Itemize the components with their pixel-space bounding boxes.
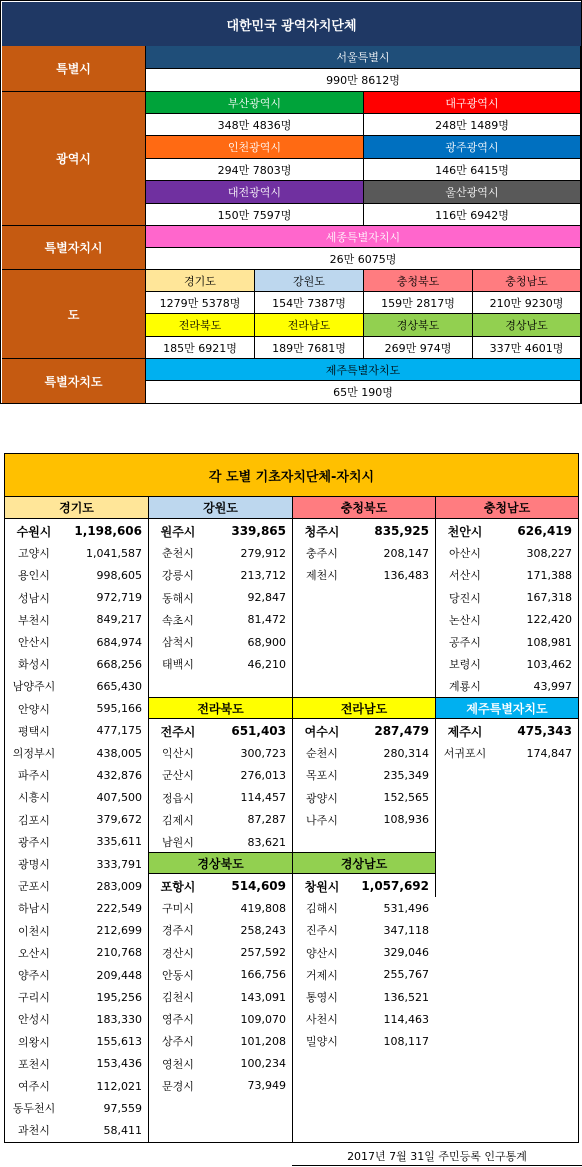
city-population: 101,208 (240, 1034, 286, 1048)
city-name: 화성시 (18, 658, 50, 672)
city-population: 438,005 (96, 746, 142, 760)
city-population: 73,949 (247, 1079, 286, 1093)
city-name: 속초시 (162, 613, 194, 627)
city-population: 235,349 (383, 768, 429, 782)
city-name: 광명시 (18, 858, 50, 871)
daejeon-name: 대전광역시 (146, 181, 364, 204)
chungnam-city-row (436, 653, 578, 675)
category-province: 도 (2, 270, 145, 359)
city-population: 58,411 (103, 1123, 142, 1137)
city-name: 포천시 (18, 1057, 50, 1071)
city-population: 665,430 (96, 679, 142, 693)
city-name: 수원시 (16, 524, 52, 539)
daegu-pop: 248만 1489명 (364, 114, 581, 136)
city-population: 339,865 (231, 524, 286, 538)
jeonnam-city-row (293, 742, 435, 764)
city-name: 밀양시 (306, 1035, 338, 1049)
gyeonggi-city-row (5, 1031, 148, 1053)
city-name: 이천시 (18, 924, 50, 938)
jeonnam-city-row (293, 809, 435, 831)
city-name: 안양시 (18, 702, 50, 716)
city-name: 고양시 (18, 547, 50, 561)
gwangju-pop: 146만 6415명 (364, 159, 581, 181)
gyeonggi-city-row (5, 542, 148, 564)
gyeonggi-city-row (5, 920, 148, 942)
city-population: 1,057,692 (361, 879, 429, 893)
city-name: 과천시 (18, 1124, 50, 1138)
gyeonggi-city-row (5, 520, 148, 542)
gangwon-city-row (149, 609, 292, 631)
gangwon-city-row (149, 564, 292, 586)
gangwon-city-row (149, 520, 292, 542)
gyeonggi-city-row (5, 764, 148, 786)
city-name: 보령시 (449, 658, 481, 672)
city-population: 668,256 (96, 657, 142, 671)
city-name: 김포시 (18, 813, 50, 827)
city-name: 안성시 (18, 1013, 50, 1027)
city-name: 성남시 (18, 591, 50, 605)
city-name: 남양주시 (12, 680, 56, 694)
gyeongnam-city-row (293, 1030, 435, 1052)
jeonbuk-city-row (149, 831, 292, 853)
chungbuk-city-row (293, 520, 435, 542)
city-population: 108,936 (383, 813, 429, 827)
gwangju-name: 광주광역시 (364, 136, 581, 159)
city-population: 122,420 (526, 613, 572, 627)
gyeonggi-city-row (5, 942, 148, 964)
city-name: 천안시 (447, 524, 483, 539)
gyeonggi-city-row (5, 853, 148, 875)
chungnam-city-row (436, 609, 578, 631)
city-population: 155,613 (96, 1035, 142, 1049)
city-population: 109,070 (240, 1012, 286, 1026)
chungnam-city-row (436, 587, 578, 609)
city-population: 335,611 (96, 835, 142, 849)
city-population: 43,997 (533, 679, 572, 693)
gyeonggi-city-row (5, 786, 148, 808)
city-name: 제주시 (447, 724, 483, 739)
city-name: 동두천시 (12, 1102, 56, 1116)
jeonnam-city-row (293, 787, 435, 809)
city-population: 531,496 (383, 901, 429, 915)
gyeongnam-city-row (293, 986, 435, 1008)
city-population: 276,013 (240, 768, 286, 782)
city-name: 문경시 (162, 1079, 194, 1093)
city-population: 171,388 (526, 568, 572, 582)
gangwon-header: 강원도 (149, 497, 293, 519)
incheon-pop: 294만 7803명 (146, 159, 364, 181)
city-population: 174,847 (526, 746, 572, 760)
gyeongbuk-city-row (149, 919, 292, 941)
city-name: 제천시 (306, 569, 338, 583)
city-name: 상주시 (162, 1035, 194, 1049)
city-name: 나주시 (306, 813, 338, 827)
gyeonggi-city-row (5, 831, 148, 853)
city-population: 195,256 (96, 990, 142, 1004)
gyeongbuk-city-row (149, 1053, 292, 1075)
city-population: 595,166 (96, 702, 142, 716)
chungbuk-pop: 159만 2817명 (364, 292, 473, 314)
jeonbuk-city-row (149, 764, 292, 786)
city-population: 68,900 (247, 635, 286, 649)
city-name: 전주시 (160, 724, 196, 739)
city-population: 329,046 (383, 946, 429, 960)
gangwon-name: 강원도 (255, 270, 364, 292)
jeonnam-name: 전라남도 (255, 314, 364, 337)
city-name: 청주시 (304, 524, 340, 539)
city-population: 114,457 (240, 791, 286, 805)
gyeonggi-city-row (5, 1119, 148, 1141)
city-name: 양주시 (18, 969, 50, 982)
city-population: 1,041,587 (86, 546, 142, 560)
city-name: 시흥시 (18, 791, 50, 805)
gyeonggi-city-row (5, 875, 148, 897)
city-name: 여주시 (18, 1080, 50, 1093)
chungnam-name: 충청남도 (473, 270, 581, 292)
city-population: 626,419 (517, 524, 572, 538)
city-population: 407,500 (96, 790, 142, 804)
city-name: 원주시 (160, 524, 196, 539)
city-name: 사천시 (306, 1013, 338, 1027)
city-population: 475,343 (517, 724, 572, 738)
gyeongnam-city-row (293, 964, 435, 986)
gyeongbuk-pop: 269만 974명 (364, 337, 473, 359)
chungnam-city-row (436, 542, 578, 564)
jeonnam-city-row (293, 764, 435, 786)
jeju-pop: 65만 190명 (146, 381, 581, 403)
daejeon-pop: 150만 7597명 (146, 204, 364, 226)
city-name: 춘천시 (162, 547, 194, 561)
city-population: 112,021 (96, 1079, 142, 1093)
jeonbuk-city-row (149, 809, 292, 831)
city-name: 의왕시 (18, 1035, 50, 1049)
city-population: 100,234 (240, 1057, 286, 1071)
city-population: 257,592 (240, 946, 286, 960)
city-name: 평택시 (18, 724, 50, 738)
gyeonggi-name: 경기도 (146, 270, 255, 292)
city-name: 김제시 (162, 813, 194, 827)
jeonnam-city-row (293, 720, 435, 742)
city-population: 651,403 (231, 724, 286, 738)
city-population: 258,243 (240, 923, 286, 937)
gangwon-city-row (149, 653, 292, 675)
city-population: 835,925 (374, 524, 429, 538)
jeju-name: 제주특별자치도 (146, 359, 581, 381)
gyeongbuk-city-row (149, 875, 292, 897)
city-name: 김해시 (306, 902, 338, 916)
category-special-self-city: 특별자치시 (2, 226, 145, 270)
city-name: 삼척시 (162, 636, 194, 649)
busan-name: 부산광역시 (146, 92, 364, 114)
sejong-name: 세종특별자치시 (146, 226, 581, 248)
city-name: 진주시 (306, 924, 338, 938)
gyeonggi-city-row (5, 897, 148, 919)
city-population: 152,565 (383, 791, 429, 805)
gyeongnam-city-row (293, 897, 435, 919)
jeonbuk-header: 전라북도 (149, 697, 293, 719)
gyeongbuk-city-row (149, 1075, 292, 1097)
city-name: 김천시 (162, 991, 194, 1004)
gyeongnam-header: 경상남도 (293, 852, 436, 874)
city-name: 계룡시 (449, 680, 481, 694)
city-population: 92,847 (247, 591, 286, 605)
city-population: 209,448 (96, 968, 142, 982)
city-population: 283,009 (96, 879, 142, 893)
city-name: 경산시 (162, 946, 194, 960)
gyeongnam-pop: 337만 4601명 (473, 337, 581, 359)
gyeongbuk-name: 경상북도 (364, 314, 473, 337)
city-population: 81,472 (247, 613, 286, 627)
city-population: 849,217 (96, 613, 142, 627)
gyeonggi-header: 경기도 (5, 497, 149, 519)
city-name: 안산시 (18, 636, 50, 649)
city-population: 108,117 (383, 1034, 429, 1048)
gyeongnam-city-row (293, 1008, 435, 1030)
ulsan-name: 울산광역시 (364, 181, 581, 204)
city-name: 남원시 (162, 836, 194, 849)
city-population: 153,436 (96, 1057, 142, 1071)
gyeonggi-city-row (5, 809, 148, 831)
daegu-name: 대구광역시 (364, 92, 581, 114)
city-name: 영주시 (162, 1013, 194, 1027)
seoul-name: 서울특별시 (146, 46, 581, 69)
chungnam-pop: 210만 9230명 (473, 292, 581, 314)
gyeonggi-city-row (5, 720, 148, 742)
city-name: 강릉시 (162, 569, 194, 583)
city-population: 183,330 (96, 1012, 142, 1026)
gyeongbuk-city-row (149, 1008, 292, 1030)
category-special-city: 특별시 (2, 46, 145, 92)
gyeonggi-city-row (5, 964, 148, 986)
seoul-pop: 990만 8612명 (146, 69, 581, 92)
jeonnam-header: 전라남도 (293, 697, 436, 719)
gyeonggi-city-row (5, 1008, 148, 1030)
gyeongbuk-city-row (149, 1030, 292, 1052)
city-population: 477,175 (96, 724, 142, 738)
jeonnam-pop: 189만 7681명 (255, 337, 364, 359)
city-population: 255,767 (383, 968, 429, 982)
chungnam-city-row (436, 564, 578, 586)
city-name: 공주시 (449, 636, 481, 649)
city-population: 103,462 (526, 657, 572, 671)
gangwon-city-row (149, 587, 292, 609)
city-population: 432,876 (96, 768, 142, 782)
jeonbuk-city-row (149, 742, 292, 764)
city-population: 419,808 (240, 901, 286, 915)
footer-source: 2017년 7월 31일 주민등록 인구통계 (292, 1146, 582, 1166)
city-name: 포항시 (160, 879, 196, 894)
gyeongbuk-city-row (149, 942, 292, 964)
gyeongbuk-header: 경상북도 (149, 852, 293, 874)
chungnam-city-row (436, 520, 578, 542)
city-population: 166,756 (240, 968, 286, 982)
city-name: 부천시 (18, 613, 50, 627)
gyeonggi-city-row (5, 564, 148, 586)
city-population: 114,463 (383, 1012, 429, 1026)
city-name: 익산시 (162, 747, 194, 761)
gyeongnam-city-row (293, 919, 435, 941)
category-special-self-province: 특별자치도 (2, 359, 145, 403)
city-population: 308,227 (526, 546, 572, 560)
city-name: 당진시 (449, 591, 481, 605)
gyeonggi-city-row (5, 1053, 148, 1075)
chungbuk-city-row (293, 564, 435, 586)
city-name: 구미시 (162, 902, 194, 916)
city-name: 하남시 (18, 902, 50, 916)
category-divider (145, 46, 146, 403)
city-population: 97,559 (103, 1101, 142, 1115)
city-population: 210,768 (96, 946, 142, 960)
city-name: 여수시 (304, 724, 340, 739)
gyeonggi-city-row (5, 986, 148, 1008)
city-population: 143,091 (240, 990, 286, 1004)
city-name: 아산시 (449, 547, 481, 561)
city-name: 오산시 (18, 946, 50, 960)
ulsan-pop: 116만 6942명 (364, 204, 581, 226)
city-name: 용인시 (18, 569, 50, 583)
top-title: 대한민국 광역자치단체 (2, 2, 581, 46)
chungnam-header: 충청남도 (436, 497, 578, 519)
jeju-header: 제주특별자치도 (436, 697, 578, 719)
city-name: 구리시 (18, 991, 50, 1005)
city-population: 213,712 (240, 568, 286, 582)
city-population: 108,981 (526, 635, 572, 649)
city-population: 300,723 (240, 746, 286, 760)
gyeonggi-city-row (5, 675, 148, 697)
gyeongnam-name: 경상남도 (473, 314, 581, 337)
city-population: 972,719 (96, 591, 142, 605)
gyeonggi-city-row (5, 742, 148, 764)
gyeonggi-city-row (5, 631, 148, 653)
sejong-pop: 26만 6075명 (146, 248, 581, 270)
city-name: 영천시 (162, 1057, 194, 1071)
city-population: 514,609 (231, 879, 286, 893)
city-population: 208,147 (383, 546, 429, 560)
jeju-city-row (436, 720, 578, 742)
gangwon-city-row (149, 631, 292, 653)
city-population: 83,621 (247, 835, 286, 849)
city-population: 998,605 (96, 568, 142, 582)
gyeonggi-pop: 1279만 5378명 (146, 292, 255, 314)
city-population: 167,318 (526, 591, 572, 605)
city-population: 279,912 (240, 546, 286, 560)
jeonbuk-name: 전라북도 (146, 314, 255, 337)
city-population: 684,974 (96, 635, 142, 649)
city-population: 222,549 (96, 901, 142, 915)
city-population: 379,672 (96, 813, 142, 827)
gangwon-pop: 154만 7387명 (255, 292, 364, 314)
jeonbuk-city-row (149, 720, 292, 742)
city-name: 거제시 (306, 968, 338, 982)
city-name: 창원시 (304, 879, 340, 894)
gyeonggi-city-row (5, 653, 148, 675)
city-name: 태백시 (162, 658, 194, 672)
busan-pop: 348만 4836명 (146, 114, 364, 136)
city-governments-table (4, 453, 579, 1143)
gyeonggi-city-row (5, 609, 148, 631)
city-name: 순천시 (306, 747, 338, 761)
gyeongbuk-city-row (149, 897, 292, 919)
city-name: 의정부시 (12, 747, 56, 760)
gangwon-city-row (149, 542, 292, 564)
city-name: 경주시 (162, 924, 194, 938)
gyeongbuk-city-row (149, 986, 292, 1008)
gyeongbuk-city-row (149, 964, 292, 986)
city-population: 347,118 (383, 923, 429, 937)
city-population: 287,479 (374, 724, 429, 738)
chungbuk-name: 충청북도 (364, 270, 473, 292)
city-population: 212,699 (96, 924, 142, 938)
city-name: 동해시 (162, 591, 194, 605)
gyeonggi-city-row (5, 587, 148, 609)
chungnam-city-row (436, 631, 578, 653)
city-population: 136,521 (383, 990, 429, 1004)
category-metro-city: 광역시 (2, 92, 145, 226)
city-name: 충주시 (306, 547, 338, 561)
jeonbuk-city-row (149, 787, 292, 809)
city-name: 군포시 (18, 880, 50, 894)
gyeonggi-city-row (5, 1075, 148, 1097)
city-name: 통영시 (306, 991, 338, 1004)
chungnam-city-row (436, 675, 578, 697)
city-name: 파주시 (18, 769, 50, 783)
gyeongnam-city-row (293, 875, 435, 897)
city-name: 광주시 (18, 835, 50, 849)
city-population: 136,483 (383, 568, 429, 582)
city-name: 양산시 (306, 946, 338, 960)
incheon-name: 인천광역시 (146, 136, 364, 159)
gyeonggi-city-row (5, 698, 148, 720)
city-population: 1,198,606 (74, 524, 142, 538)
city-name: 논산시 (449, 613, 481, 627)
gyeongnam-city-row (293, 942, 435, 964)
city-name: 광양시 (306, 791, 338, 805)
city-population: 333,791 (96, 857, 142, 871)
jeonbuk-pop: 185만 6921명 (146, 337, 255, 359)
chungbuk-city-row (293, 542, 435, 564)
bottom-title: 각 도별 기초자치단체-자치시 (5, 454, 578, 497)
city-name: 안동시 (162, 968, 194, 982)
city-name: 서귀포시 (443, 747, 487, 761)
city-name: 군산시 (162, 769, 194, 783)
city-name: 정읍시 (162, 791, 194, 805)
chungbuk-header: 충청북도 (293, 497, 436, 519)
metro-governments-table (0, 0, 582, 404)
city-population: 46,210 (247, 657, 286, 671)
jeju-city-row (436, 742, 578, 764)
city-population: 280,314 (383, 746, 429, 760)
city-name: 서산시 (449, 569, 481, 583)
city-name: 목포시 (306, 769, 338, 783)
city-population: 87,287 (247, 813, 286, 827)
gyeonggi-city-row (5, 1097, 148, 1119)
